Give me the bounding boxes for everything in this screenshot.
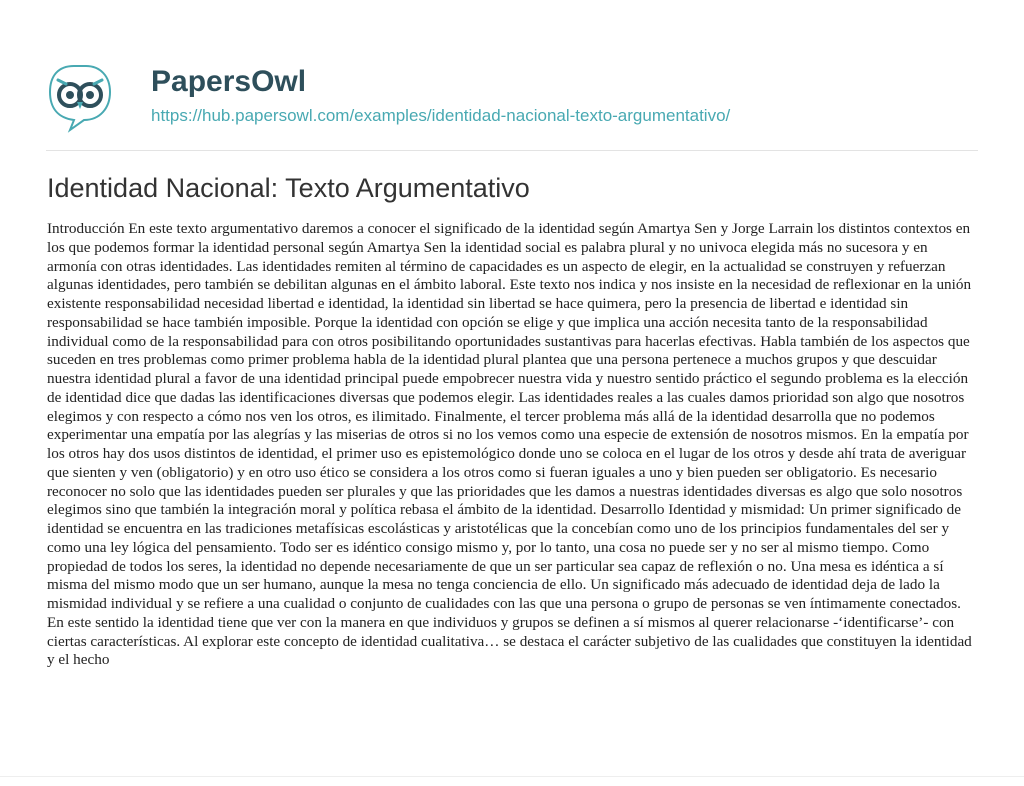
essay-body-text: Introducción En este texto argumentativo daremos a conocer el significado de la identidad según Amartya Sen y Jorge Larrain los distintos contextos en los que podemos formar la identidad personal según Amartya Sen la identidad social es palabra plural y no univoca elegida más no sucesora y en armonía con otras identidades. Las identidades remiten al término de capacidades es un aspecto de elegir, en la actualidad se construyen y refuerzan algunas identidades, pero también se debilitan algunas en el ámbito laboral. Este texto nos indica y nos insiste en la necesidad de reflexionar en la unión existente responsabilidad necesidad libertad e identidad, la identidad sin libertad se hace quimera, pero la presencia de libertad e identidad sin responsabilidad se hace también imposible. Porque la identidad con opción se elige y que implica una acción necesita tanto de la responsabilidad individual como de la responsabilidad para con otros posibilitando oportunidades sustantivas para hacerlas efectivas. Habla también de los aspectos que suceden en tres problemas como primer problema habla de la identidad plural plantea que una persona pertenece a muchos grupos y que descuidar nuestra identidad plural a favor de una identidad principal puede empobrecer nuestra vida y nuestro sentido práctico el segundo problema es la elección de identidad dice que dadas las identificaciones diversas que podemos elegir. Las identidades reales a las cuales damos prioridad son algo que nosotros elegimos y con respecto a cómo nos ven los otros, es ilimitado. Finalmente, el tercer problema más allá de la identidad desarrolla que no podemos experimentar una empatía por las alegrías y las miserias de otros si no los vemos como una especie de extensión de nosotros mismos. En la empatía por los otros hay dos usos distintos de identidad, el primer uso es epistemológico donde uno se coloca en el lugar de los otros y desde ahí trata de averiguar que sienten y ven (obligatorio) y en otro uso ético se considera a los otros como si fueran iguales a uno y bien pueden ser obligatorio. Es necesario reconocer no solo que las identidades pueden ser plurales y que las prioridades que les damos a nuestras identidades diversas es algo que solo nosotros elegimos sino que también la integración moral y política rebasa el ámbito de la identidad. Desarrollo Identidad y mismidad: Un primer significado de identidad se encuentra en las tradiciones metafísicas escolásticas y aristotélicas que la concebían como uno de los principios fundamentales del ser y como una ley lógica del pensamiento. Todo ser es idéntico consigo mismo y, por lo tanto, una cosa no puede ser y no ser al mismo tiempo. Como propiedad de todos los seres, la identidad no depende necesariamente de que un ser particular sea capaz de reflexión o no. Una mesa es idéntica a sí misma del mismo modo que un ser humano, aunque la mesa no tenga conciencia de ello. Un significado más adecuado de identidad deja de lado la mismidad individual y se refiere a una cualidad o conjunto de cualidades con las que una persona o grupo de personas se ven íntimamente conectados. En este sentido la identidad tiene que ver con la manera en que individuos y grupos se definen a sí mismos al querer relacionarse -‘identificarse’- con ciertas características. Al explorar este concepto de identidad cualitativa… se destaca el carácter subjetivo de las cualidades que constituyen la identidad y el hecho (47, 220, 972, 669)
owl-logo-icon[interactable] (46, 62, 132, 134)
brand-name[interactable]: PapersOwl (151, 65, 307, 98)
page-title: Identidad Nacional: Texto Argumentativo (47, 173, 530, 203)
footer-divider (0, 776, 1024, 777)
header-divider (46, 150, 978, 151)
source-url-link[interactable]: https://hub.papersowl.com/examples/identidad-nacional-texto-argumentativo/ (151, 106, 731, 125)
site-header (46, 62, 986, 134)
